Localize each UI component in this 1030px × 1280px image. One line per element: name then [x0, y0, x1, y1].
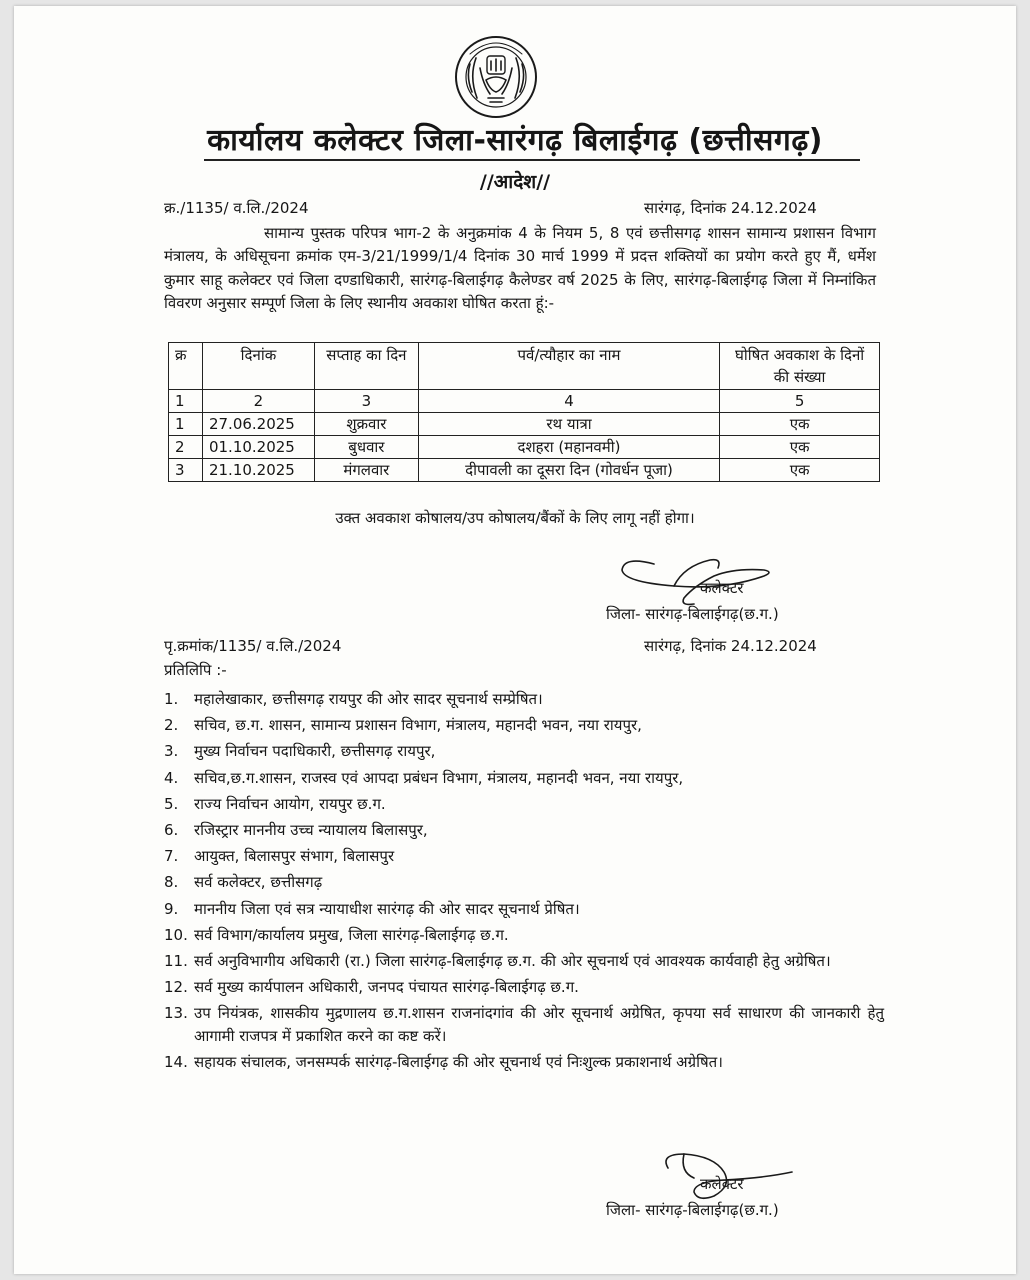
table-cell: 4 [418, 390, 719, 413]
list-item [164, 1051, 884, 1074]
copy-recipient-list [164, 688, 884, 1078]
order-ref-number: क्र./1135/ व.लि./2024 [164, 199, 309, 217]
table-cell: 01.10.2025 [202, 436, 314, 459]
list-item-number: 10. [164, 925, 188, 944]
list-item-number: 1. [164, 690, 179, 708]
list-item-text: आयुक्त, बिलासपुर संभाग, बिलासपुर [194, 847, 395, 866]
list-item-text: माननीय जिला एवं सत्र न्यायाधीश सारंगढ़ की ओर सादर सूचनार्थ प्रेषित। [194, 899, 580, 918]
title-underline [204, 159, 860, 161]
table-cell: 1 [169, 413, 203, 436]
list-item-number: 4. [164, 768, 179, 787]
holiday-table [168, 342, 880, 482]
copy-to-label: प्रतिलिपि :- [164, 661, 227, 679]
list-item-number: 7. [164, 847, 179, 866]
table-row [169, 413, 880, 436]
table-cell: एक [720, 413, 880, 436]
list-item [164, 845, 884, 868]
table-cell: 5 [720, 390, 880, 413]
list-item-number: 11. [164, 951, 188, 970]
list-item-number: 3. [164, 742, 179, 761]
signature-district: जिला- सारंगढ़-बिलाईगढ़(छ.ग.) [606, 605, 779, 623]
list-item [164, 898, 884, 921]
list-item-text: सर्व कलेक्टर, छत्तीसगढ़ [194, 873, 323, 892]
list-item [164, 950, 884, 973]
table-header-cell: क्र [169, 343, 203, 390]
signature-district: जिला- सारंगढ़-बिलाईगढ़(छ.ग.) [606, 1201, 779, 1219]
table-header-cell: पर्व/त्यौहार का नाम [418, 343, 719, 390]
table-cell: मंगलवार [314, 459, 418, 482]
endorsement-ref-number: पृ.क्रमांक/1135/ व.लि./2024 [164, 637, 342, 655]
table-header-cell: दिनांक [202, 343, 314, 390]
list-item-text: सर्व अनुविभागीय अधिकारी (रा.) जिला सारंगढ़-बिलाईगढ़ छ.ग. की ओर सूचनार्थ एवं आवश्यक कार्यवाही हेतु अग्रेषित। [194, 951, 831, 970]
table-cell: 3 [314, 390, 418, 413]
list-item-text: सचिव, छ.ग. शासन, सामान्य प्रशासन विभाग, मंत्रालय, महानदी भवन, नया रायपुर, [194, 716, 642, 735]
list-item-text: सर्व मुख्य कार्यपालन अधिकारी, जनपद पंचायत सारंगढ़-बिलाईगढ़ छ.ग. [194, 978, 579, 997]
list-item [164, 793, 884, 816]
signature-designation: कलेक्टर [700, 579, 744, 597]
table-header-row [169, 343, 880, 390]
table-row [169, 436, 880, 459]
table-header-cell: घोषित अवकाश के दिनों की संख्या [720, 343, 880, 390]
holiday-note: उक्त अवकाश कोषालय/उप कोषालय/बैंकों के लिए लागू नहीं होगा। [335, 509, 695, 527]
order-heading: //आदेश// [479, 171, 551, 193]
list-item-number: 13. [164, 1004, 188, 1023]
table-cell: 1 [169, 390, 203, 413]
government-emblem-icon [450, 34, 542, 120]
list-item-text: मुख्य निर्वाचन पदाधिकारी, छत्तीसगढ़ रायपुर, [194, 742, 436, 761]
table-cell: 3 [169, 459, 203, 482]
table-cell: रथ यात्रा [418, 413, 719, 436]
table-cell: एक [720, 436, 880, 459]
list-item-number: 6. [164, 820, 179, 839]
list-item-number: 8. [164, 873, 179, 892]
table-header-cell: सप्ताह का दिन [314, 343, 418, 390]
list-item [164, 871, 884, 894]
list-item-number: 9. [164, 899, 179, 918]
list-item-text: महालेखाकार, छत्तीसगढ़ रायपुर की ओर सादर सूचनार्थ सम्प्रेषित। [194, 690, 543, 708]
table-row [169, 459, 880, 482]
list-item [164, 740, 884, 763]
list-item-text: सर्व विभाग/कार्यालय प्रमुख, जिला सारंगढ़-बिलाईगढ़ छ.ग. [194, 925, 509, 944]
table-cell: बुधवार [314, 436, 418, 459]
list-item [164, 924, 884, 947]
list-item [164, 976, 884, 999]
list-item-text: रजिस्ट्रार माननीय उच्च न्यायालय बिलासपुर, [194, 820, 428, 839]
endorsement-place-date: सारंगढ़, दिनांक 24.12.2024 [644, 637, 817, 655]
list-item [164, 688, 884, 711]
table-cell: एक [720, 459, 880, 482]
list-item [164, 714, 884, 737]
order-place-date: सारंगढ़, दिनांक 24.12.2024 [644, 199, 817, 217]
table-cell: शुक्रवार [314, 413, 418, 436]
list-item-text: सहायक संचालक, जनसम्पर्क सारंगढ़-बिलाईगढ़ की ओर सूचनार्थ एवं निःशुल्क प्रकाशनार्थ अग्रेषित। [194, 1053, 723, 1072]
list-item [164, 1002, 884, 1048]
list-item-number: 14. [164, 1053, 188, 1072]
table-index-row [169, 390, 880, 413]
list-item-text: राज्य निर्वाचन आयोग, रायपुर छ.ग. [194, 794, 386, 813]
list-item-number: 2. [164, 716, 179, 735]
list-item [164, 819, 884, 842]
office-title: कार्यालय कलेक्टर जिला-सारंगढ़ बिलाईगढ़ (छत्तीसगढ़) [207, 123, 823, 158]
table-cell: 27.06.2025 [202, 413, 314, 436]
table-cell: दीपावली का दूसरा दिन (गोवर्धन पूजा) [418, 459, 719, 482]
table-cell: 2 [169, 436, 203, 459]
table-cell: 2 [202, 390, 314, 413]
document-page [14, 6, 1016, 1274]
signature-designation: कलेक्टर [700, 1175, 744, 1193]
table-cell: दशहरा (महानवमी) [418, 436, 719, 459]
list-item [164, 767, 884, 790]
order-body-text: सामान्य पुस्तक परिपत्र भाग-2 के अनुक्रमांक 4 के नियम 5, 8 एवं छत्तीसगढ़ शासन सामान्य प्रशासन विभाग मंत्रालय, के अधिसूचना क्रमांक एम-3/21/1999/1/4 दिनांक 30 मार्च 1999 में प्रदत्त शक्तियों का प्रयोग करते हुए मैं, धर्मेश कुमार साहू कलेक्टर एवं जिला दण्डाधिकारी, सारंगढ़-बिलाईगढ़ कैलेण्डर वर्ष 2025 के लिए, सारंगढ़-बिलाईगढ़ जिला में निम्नांकित विवरण अनुसार सम्पूर्ण जिला के लिए स्थानीय अवकाश घोषित करता हूं:- [164, 224, 876, 313]
table-cell: 21.10.2025 [202, 459, 314, 482]
list-item-number: 5. [164, 794, 179, 813]
list-item-text: उप नियंत्रक, शासकीय मुद्रणालय छ.ग.शासन राजनांदगांव की ओर सूचनार्थ अग्रेषित, कृपया सर्व साधारण की जानकारी हेतु आगामी राजपत्र में प्रकाशित करने का कष्ट करें। [194, 1004, 884, 1046]
list-item-text: सचिव,छ.ग.शासन, राजस्व एवं आपदा प्रबंधन विभाग, मंत्रालय, महानदी भवन, नया रायपुर, [194, 768, 684, 787]
list-item-number: 12. [164, 978, 188, 997]
